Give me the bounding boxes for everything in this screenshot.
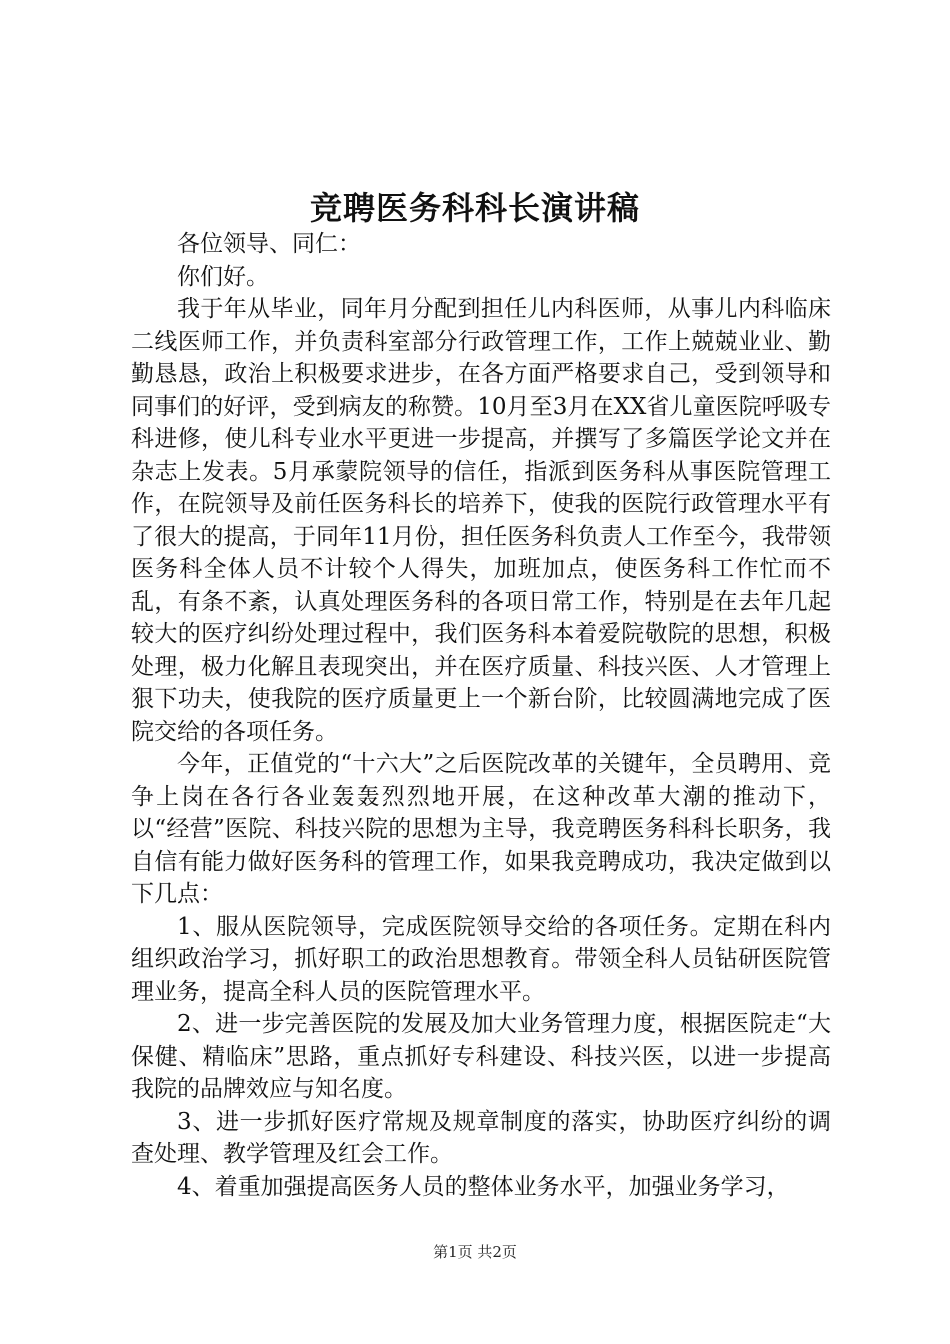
paragraph-motivation: 今年，正值党的“十六大”之后医院改革的关键年，全员聘用、竞争上岗在各行各业轰轰烈烈地开展，在这种改革大潮的推动下，以“经营”医院、科技兴院的思想为主导，我竞聘医务科科长职务，我自信有能力做好医务科的管理工作，如果我竞聘成功，我决定做到以下几点： xyxy=(131,751,831,907)
page-footer: 第1页 共2页 xyxy=(433,1243,517,1261)
greeting: 你们好。 xyxy=(177,263,269,290)
plan-item-4: 4、着重加强提高医务人员的整体业务水平，加强业务学习， xyxy=(177,1173,790,1200)
plan-item-3: 3、进一步抓好医疗常规及规章制度的落实，协助医疗纠纷的调查处理、教学管理及红会工作。 xyxy=(131,1108,831,1167)
paragraph-background: 我于年从毕业，同年月分配到担任儿内科医师，从事儿内科临床二线医师工作，并负责科室部分行政管理工作，工作上兢兢业业、勤勤恳恳，政治上积极要求进步，在各方面严格要求自己，受到领导和同事们的好评，受到病友的称赞。10月至3月在XX省儿童医院呼吸专科进修，使儿科专业水平更进一步提高，并撰写了多篇医学论文并在杂志上发表。5月承蒙院领导的信任，指派到医务科从事医院管理工作，在院领导及前任医务科长的培养下，使我的医院行政管理水平有了很大的提高，于同年11月份，担任医务科负责人工作至今，我带领医务科全体人员不计较个人得失，加班加点，使医务科工作忙而不乱，有条不紊，认真处理医务科的各项日常工作，特别是在去年几起较大的医疗纠纷处理过程中，我们医务科本着爱院敬院的思想，积极处理，极力化解且表现突出，并在医疗质量、科技兴医、人才管理上狠下功夫，使我院的医疗质量更上一个新台阶，比较圆满地完成了医院交给的各项任务。 xyxy=(131,296,831,745)
document-title: 竞聘医务科科长演讲稿 xyxy=(309,189,640,227)
document-body xyxy=(131,228,831,1203)
plan-item-1: 1、服从医院领导，完成医院领导交给的各项任务。定期在科内组织政治学习，抓好职工的政治思想教育。带领全科人员钻研医院管理业务，提高全科人员的医院管理水平。 xyxy=(131,913,831,1005)
plan-item-2: 2、进一步完善医院的发展及加大业务管理力度，根据医院走“大保健、精临床”思路，重点抓好专科建设、科技兴医，以进一步提高我院的品牌效应与知名度。 xyxy=(131,1011,831,1102)
salutation: 各位领导、同仁： xyxy=(177,231,361,257)
